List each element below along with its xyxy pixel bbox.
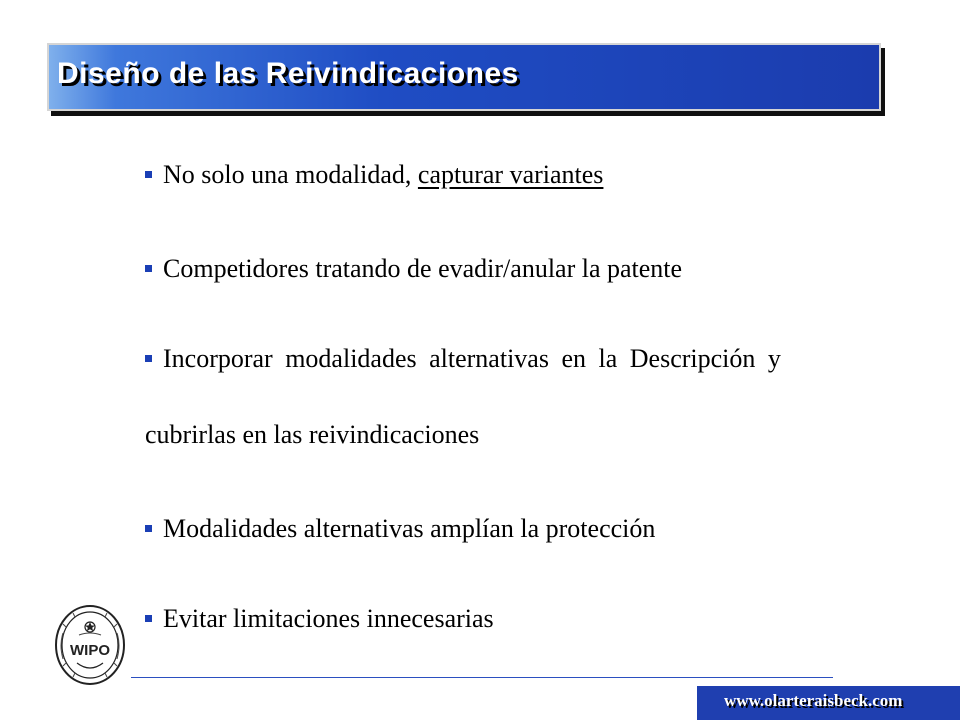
square-bullet-icon bbox=[145, 265, 152, 272]
bullet-text: Modalidades alternativas amplían la protección bbox=[163, 514, 656, 543]
bullet-text: Incorporar modalidades alternativas en la Descripción y bbox=[163, 344, 781, 373]
title-bar bbox=[47, 43, 881, 111]
square-bullet-icon bbox=[145, 355, 152, 362]
wipo-seal-icon bbox=[53, 603, 127, 687]
bullet-text: No solo una modalidad, bbox=[163, 160, 412, 189]
bullet-continuation bbox=[145, 420, 479, 450]
footer-divider bbox=[131, 677, 833, 678]
bullet-underlined-text: capturar variantes bbox=[417, 160, 604, 189]
svg-text:WIPO: WIPO bbox=[70, 642, 110, 659]
bullet-item bbox=[145, 254, 682, 284]
slide-title: Diseño de las Reivindicaciones bbox=[57, 57, 519, 90]
square-bullet-icon bbox=[145, 171, 152, 178]
bullet-text: Competidores tratando de evadir/anular la patente bbox=[163, 254, 683, 283]
square-bullet-icon bbox=[145, 615, 152, 622]
bullet-text: Evitar limitaciones innecesarias bbox=[163, 604, 494, 633]
square-bullet-icon bbox=[145, 525, 152, 532]
bullet-item bbox=[145, 160, 603, 190]
bullet-item bbox=[145, 344, 781, 374]
bullet-item bbox=[145, 514, 655, 544]
footer-url-link[interactable]: www.olarteraisbeck.com bbox=[724, 691, 903, 710]
bullet-item bbox=[145, 604, 494, 634]
bullet-text: cubrirlas en las reivindicaciones bbox=[145, 420, 480, 449]
